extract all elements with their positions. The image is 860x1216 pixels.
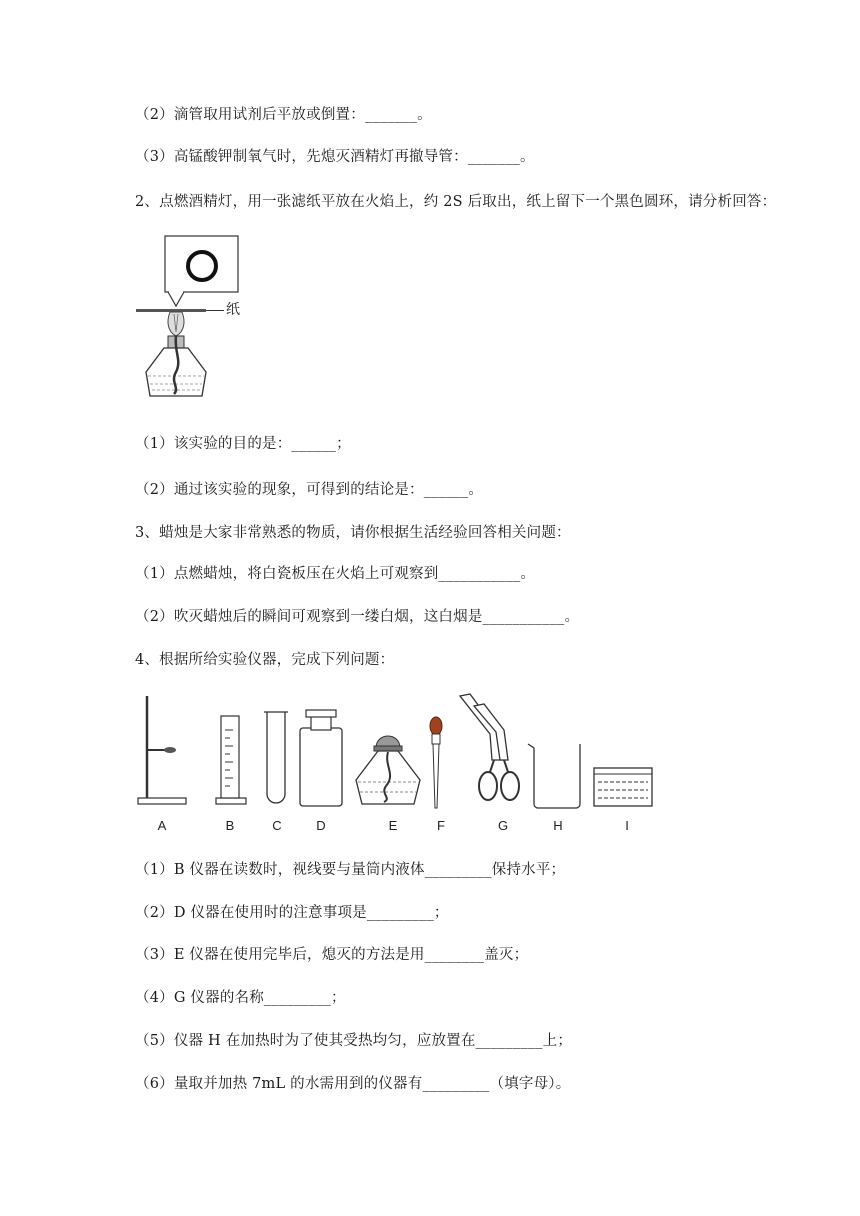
question-3-part-2: （2）吹灭蜡烛后的瞬间可观察到一缕白烟，这白烟是___________。 [135,609,580,625]
question-4-part-3: （3）E 仪器在使用完毕后，熄灭的方法是用________盖灭； [135,947,529,963]
beaker-icon [528,744,580,808]
iron-stand-icon [138,696,186,804]
question-4-stem: 4、根据所给实验仪器，完成下列问题： [135,652,395,668]
instrument-label-e: E [388,818,398,833]
instrument-label-b: B [225,818,235,833]
question-4-part-6: （6）量取并加热 7mL 的水需用到的仪器有_________（填字母）。 [135,1076,571,1092]
question-4-part-2: （2）D 仪器在使用时的注意事项是_________； [135,905,449,921]
question-1-part-2: （2）滴管取用试剂后平放或倒置：_______。 [135,107,432,123]
crucible-tongs-icon [460,694,519,800]
question-4-part-4: （4）G 仪器的名称_________； [135,990,346,1006]
alcohol-lamp-icon [356,736,420,804]
instrument-label-g: G [497,818,509,833]
instrument-label-d: D [316,818,326,833]
lab-instruments-figure [130,690,660,815]
instrument-label-f: F [437,818,445,833]
alcohol-lamp-diagram [130,232,260,410]
graduated-cylinder-icon [216,716,246,804]
question-2-part-2: （2）通过该实验的现象，可得到的结论是：______。 [135,482,484,498]
question-4-part-5: （5）仪器 H 在加热时为了使其受热均匀，应放置在_________上； [135,1033,573,1049]
question-4-part-1: （1）B 仪器在读数时，视线要与量筒内液体_________保持水平； [135,862,566,878]
alcohol-lamp-filter-paper-figure [130,232,260,410]
question-3-stem: 3、蜡烛是大家非常熟悉的物质，请你根据生活经验回答相关问题： [135,525,571,541]
question-3-part-1: （1）点燃蜡烛，将白瓷板压在火焰上可观察到___________。 [135,566,536,582]
water-trough-icon [594,768,652,806]
dropper-icon [430,717,442,808]
instrument-label-h: H [553,818,563,833]
question-2-stem: 2、点燃酒精灯，用一张滤纸平放在火焰上，约 2S 后取出，纸上留下一个黑色圆环，请分析回答： [135,194,777,210]
question-1-part-3: （3）高锰酸钾制氧气时，先熄灭酒精灯再撤导管：_______。 [135,149,535,165]
test-tube-icon [264,712,288,803]
paper-label: 纸 [226,302,240,318]
instrument-label-a: A [157,818,167,833]
question-2-part-1: （1）该实验的目的是：______； [135,436,351,452]
instrument-label-c: C [272,818,282,833]
instrument-label-i: I [625,818,629,833]
reagent-bottle-icon [300,710,342,806]
